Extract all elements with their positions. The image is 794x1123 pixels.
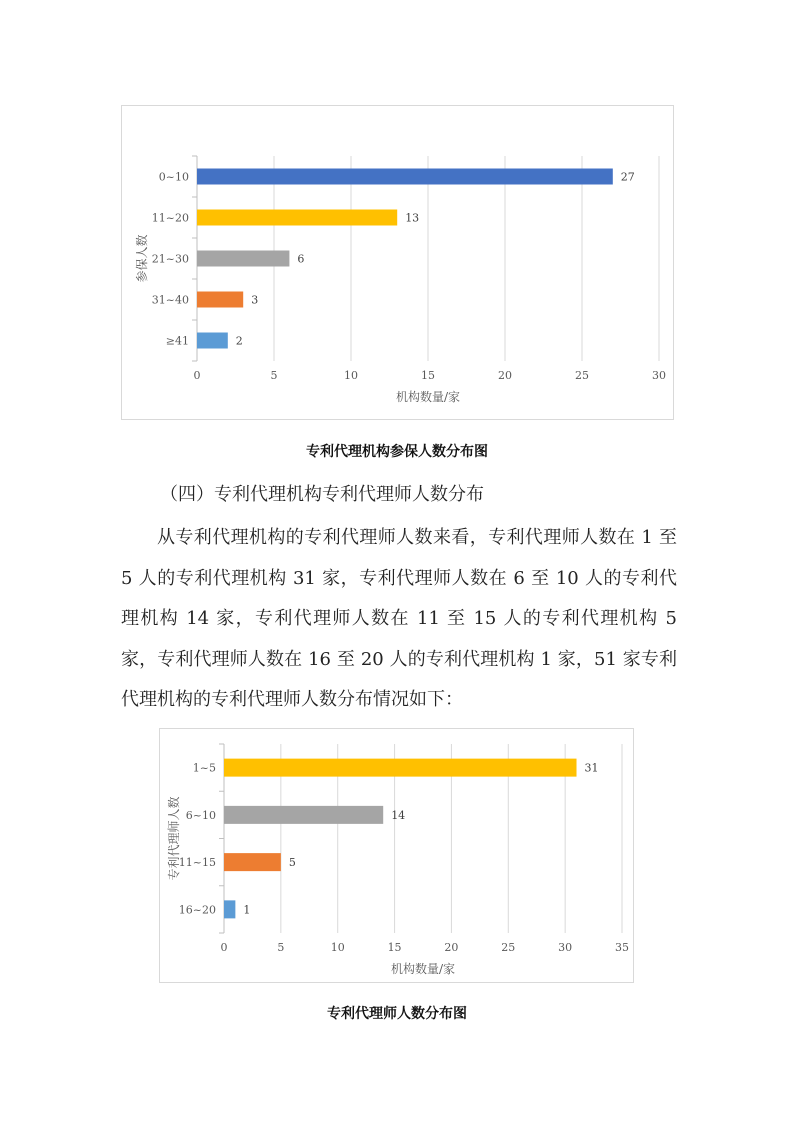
data-label: 27 <box>620 170 635 184</box>
x-tick-label: 10 <box>344 369 358 382</box>
x-tick-label: 5 <box>277 941 285 954</box>
category-label: 16~20 <box>178 903 216 917</box>
data-label: 3 <box>251 293 259 307</box>
x-tick-label: 0 <box>193 369 201 382</box>
x-tick-label: 10 <box>330 941 345 954</box>
bar <box>224 759 577 777</box>
x-tick-label: 25 <box>575 369 589 382</box>
bar <box>197 210 397 226</box>
section-heading: （四）专利代理机构专利代理师人数分布 <box>160 484 484 505</box>
category-label: 21~30 <box>151 252 189 266</box>
x-tick-label: 30 <box>558 941 573 954</box>
data-label: 13 <box>405 211 420 225</box>
data-label: 1 <box>243 903 251 917</box>
bar <box>197 169 613 185</box>
bar <box>197 292 243 308</box>
data-label: 31 <box>584 761 599 775</box>
x-axis-title: 机构数量/家 <box>395 390 461 404</box>
category-label: 6~10 <box>185 808 216 822</box>
data-label: 6 <box>297 252 305 266</box>
x-tick-label: 20 <box>444 941 459 954</box>
data-label: 14 <box>391 808 406 822</box>
x-tick-label: 15 <box>387 941 402 954</box>
bar <box>224 806 383 824</box>
category-label: 11~20 <box>151 211 189 225</box>
x-tick-label: 25 <box>501 941 516 954</box>
category-label: 1~5 <box>192 761 216 775</box>
data-label: 5 <box>288 856 296 870</box>
category-label: ≥41 <box>165 334 189 348</box>
category-label: 31~40 <box>151 293 189 307</box>
chart-agent-count-distribution <box>159 728 634 983</box>
bar <box>197 251 289 267</box>
x-tick-label: 20 <box>498 369 512 382</box>
x-axis-title: 机构数量/家 <box>390 962 456 976</box>
x-tick-label: 5 <box>270 369 278 382</box>
bar <box>224 900 235 918</box>
y-axis-title: 专利代理师人数 <box>167 796 181 881</box>
x-tick-label: 30 <box>652 369 666 382</box>
y-axis-title: 参保人数 <box>135 234 149 283</box>
bar-chart-svg <box>160 729 633 982</box>
body-paragraph: 从专利代理机构的专利代理师人数来看，专利代理师人数在 1 至 5 人的专利代理机构 31 家，专利代理师人数在 6 至 10 人的专利代理机构 14 家，专利代理师人数在 11 至 15 人的专利代理机构 5 家，专利代理师人数在 16 至 20 人的专利代理机构 1 家，51 家专利代理机构的专利代理师人数分布情况如下： <box>121 527 677 710</box>
x-tick-label: 15 <box>421 369 435 382</box>
chart-caption-participants: 专利代理机构参保人数分布图 <box>306 444 488 460</box>
category-label: 11~15 <box>178 856 216 870</box>
x-tick-label: 0 <box>220 941 228 954</box>
category-label: 0~10 <box>158 170 189 184</box>
x-tick-label: 35 <box>615 941 629 954</box>
bar <box>224 853 281 871</box>
data-label: 2 <box>235 334 243 348</box>
chart-caption-agents: 专利代理师人数分布图 <box>327 1006 467 1022</box>
bar <box>197 333 228 349</box>
chart-participants-distribution <box>121 105 674 420</box>
bar-chart-svg <box>122 106 673 419</box>
